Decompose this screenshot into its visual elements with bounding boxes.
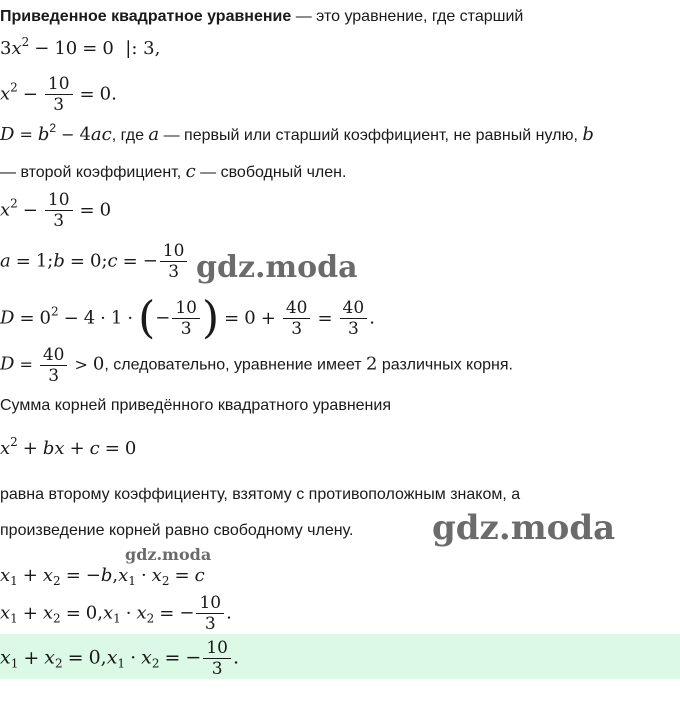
general-equation: $x^2$ + bx + c = 0: [0, 435, 137, 459]
watermark: gdz.moda: [125, 545, 212, 564]
divisor: 3: [143, 38, 155, 59]
definition-text: — это уравнение, где старший: [291, 8, 524, 25]
fraction: $\frac{10}{3}$: [45, 74, 73, 115]
vieta-text-2: произведение корней равно свободному члену.: [0, 522, 354, 539]
equation-original: $3x^2 - 10 = 0$ |: 3,: [0, 35, 161, 59]
discriminant-calculation: $D = 0^2 - 4 \cdot 1$ · (− $\frac{10}{3}$ ) = 0 + $\frac{40}{3}$ = $\frac{40}{3}$ .: [0, 292, 375, 344]
discriminant-definition-cont: — второй коэффициент, c — свободный член.: [0, 161, 347, 182]
watermark: gdz.moda: [196, 250, 358, 285]
answer-line: $x_1 + x_2 = 0,x_1 \cdot x_2$ = − $\frac{10}{3}$ .: [0, 638, 239, 679]
vieta-formula: $x_1 + x_2 = -b,x_1 \cdot x_2 = c$: [0, 565, 205, 588]
definition-term: Приведенное квадратное уравнение: [0, 8, 292, 25]
coef-b: 10: [54, 38, 78, 59]
equation-reduced: $x^2$ − $\frac{10}{3}$ = 0.: [0, 74, 117, 115]
coefficients-line: a = 1;b = 0;c = − $\frac{10}{3}$: [0, 241, 189, 282]
discriminant-result: D = $\frac{40}{3}$ > 0, следовательно, уравнение имеет 2 различных корня.: [0, 345, 513, 386]
vieta-text-1: равна второму коэффициенту, взятому с противоположным знаком, а: [0, 486, 521, 503]
equation-reduced-2: $x^2$ − $\frac{10}{3}$ = 0: [0, 190, 112, 231]
vieta-applied: $x_1 + x_2 = 0,x_1 \cdot x_2$ = − $\frac{10}{3}$ .: [0, 593, 232, 634]
discriminant-definition: $D = b^2 - 4ac$, где a — первый или старший коэффициент, не равный нулю, b: [0, 121, 594, 145]
watermark: gdz.moda: [432, 508, 616, 548]
definition-line: [0, 8, 523, 26]
vieta-intro: Сумма корней приведённого квадратного уравнения: [0, 397, 391, 414]
rhs: 0: [102, 38, 114, 59]
coef-a: 3: [0, 38, 12, 59]
